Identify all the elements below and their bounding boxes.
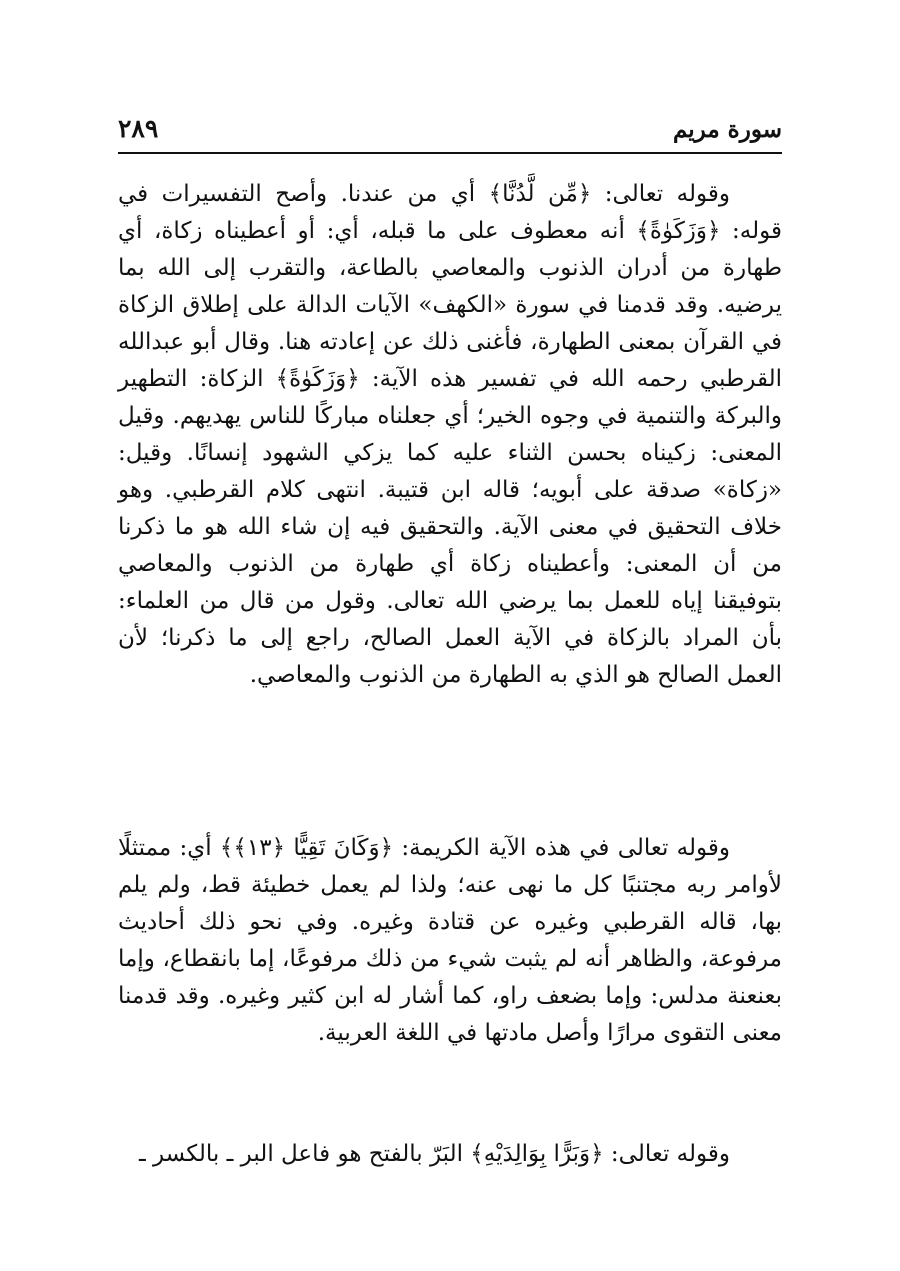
paragraph-3 [118, 1136, 782, 1173]
paragraph-2 [118, 830, 782, 1052]
paragraph-text: وقوله تعالى في هذه الآية الكريمة: ﴿وَكَانَ تَقِيًّا ﴿١٣﴾﴾ أي: ممتثلًا لأوامر ربه مجتنبًا كل ما نهى عنه؛ ولذا لم يعمل خطيئة قط، ولم يلم بها، قاله القرطبي وغيره عن قتادة وغيره. وفي نحو ذلك أحاديث مرفوعة، والظاهر أنه لم يثبت شيء من ذلك مرفوعًا، إما بانقطاع، وإما بعنعنة مدلس: وإما بضعف راو، كما أشار له ابن كثير وغيره. وقد قدمنا معنى التقوى مرارًا وأصل مادتها في اللغة العربية. [118, 835, 782, 1046]
page-number: ٢٨٩ [118, 114, 159, 143]
paragraph-text: وقوله تعالى: ﴿وَبَرًّا بِوَالِدَيْهِ﴾ البَرّ بالفتح هو فاعل البر ـ بالكسر ـ [138, 1141, 730, 1167]
paragraph-1 [118, 176, 782, 694]
paragraph-text: وقوله تعالى: ﴿مِّن لَّدُنَّا﴾ أي من عندنا. وأصح التفسيرات في قوله: ﴿وَزَكَوٰةً﴾ أنه معطوف على ما قبله، أي: أو أعطيناه زكاة، أي طهارة من أدران الذنوب والمعاصي بالطاعة، والتقرب إلى الله بما يرضيه. وقد قدمنا في سورة «الكهف» الآيات الدالة على إطلاق الزكاة في القرآن بمعنى الطهارة، فأغنى ذلك عن إعادته هنا. وقال أبو عبدالله القرطبي رحمه الله في تفسير هذه الآية: ﴿وَزَكَوٰةً﴾ الزكاة: التطهير والبركة والتنمية في وجوه الخير؛ أي جعلناه مباركًا للناس يهديهم. وقيل المعنى: زكيناه بحسن الثناء عليه كما يزكي الشهود إنسانًا. وقيل: «زكاة» صدقة على أبويه؛ قاله ابن قتيبة. انتهى كلام القرطبي. وهو خلاف التحقيق في معنى الآية. والتحقيق فيه إن شاء الله هو ما ذكرنا من أن المعنى: وأعطيناه زكاة أي طهارة من الذنوب والمعاصي بتوفيقنا إياه للعمل بما يرضي الله تعالى. وقول من قال من العلماء: بأن المراد بالزكاة في الآية العمل الصالح، راجع إلى ما ذكرنا؛ لأن العمل الصالح هو الذي به الطهارة من الذنوب والمعاصي. [118, 181, 782, 688]
page-header [118, 108, 782, 154]
running-title: سورة مريم [672, 116, 782, 143]
